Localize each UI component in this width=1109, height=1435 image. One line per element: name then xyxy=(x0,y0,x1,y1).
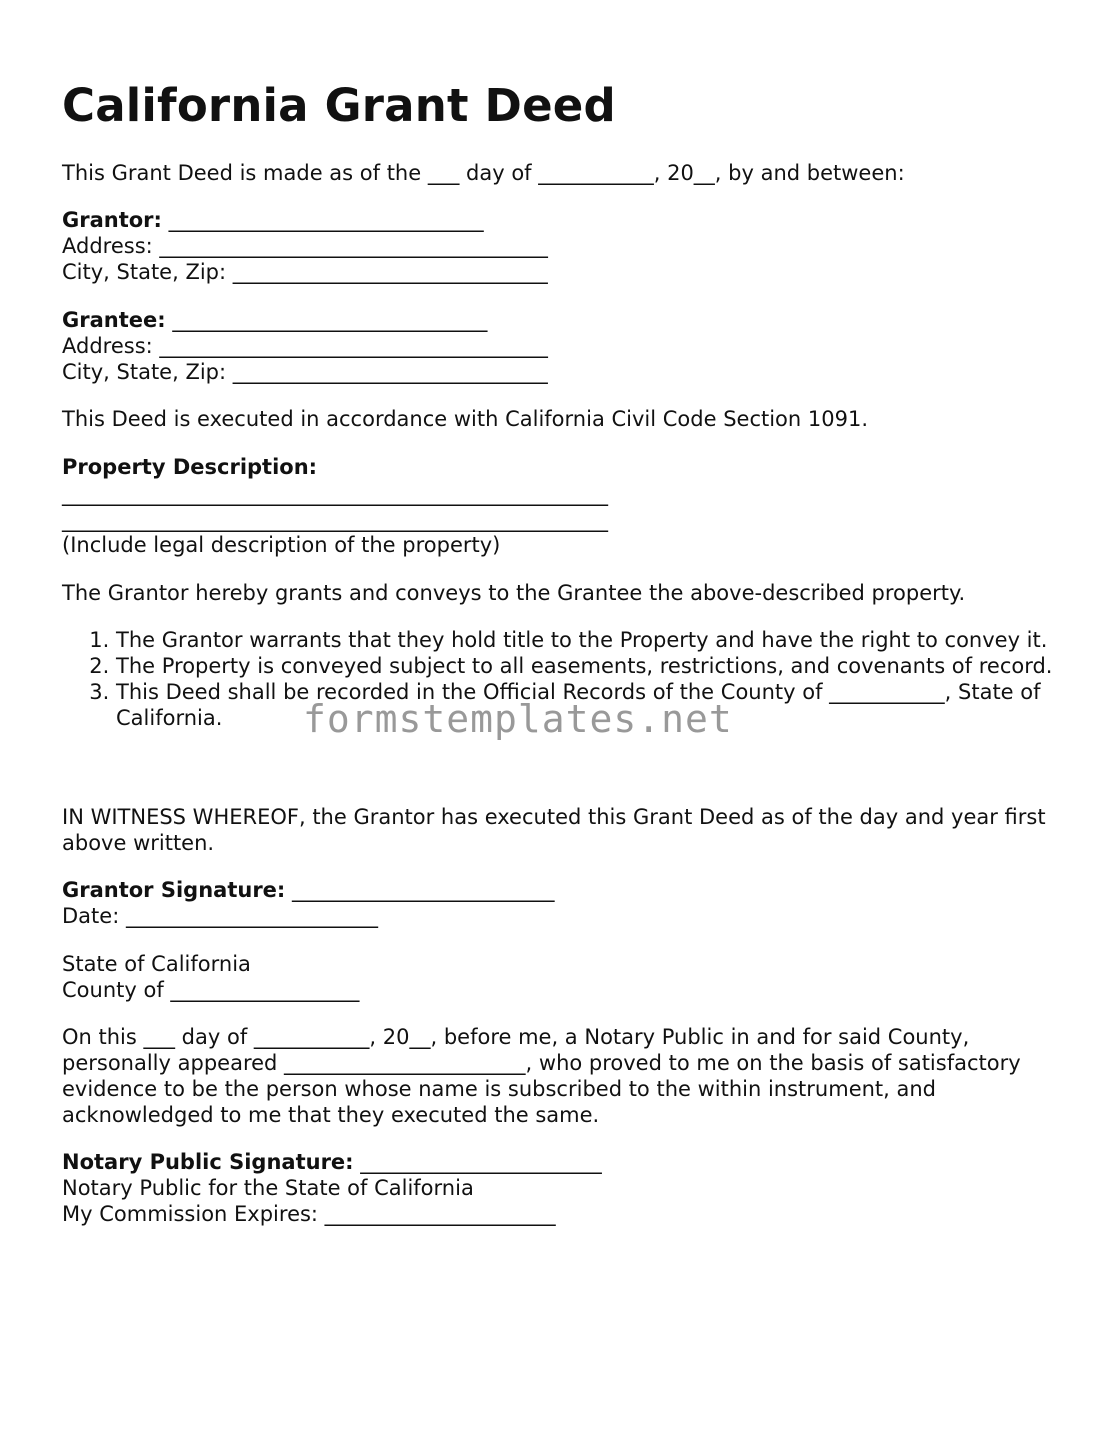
civil-code-statement: This Deed is executed in accordance with California Civil Code Section 1091. xyxy=(62,407,869,431)
venue-county-field[interactable]: County of __________________ xyxy=(62,978,360,1002)
witness-paragraph: IN WITNESS WHEREOF, the Grantor has executed this Grant Deed as of the day and year first above written. xyxy=(62,805,1046,855)
grantor-signature-field[interactable]: _________________________ xyxy=(285,878,555,902)
term-item: 1. The Grantor warrants that they hold title to the Property and have the right to convey it. xyxy=(116,627,1057,653)
notary-signature-field[interactable]: _______________________ xyxy=(353,1150,602,1174)
grantor-date-field[interactable]: Date: ________________________ xyxy=(62,904,378,928)
grantor-name-field[interactable]: ______________________________ xyxy=(161,208,484,232)
intro-paragraph: This Grant Deed is made as of the ___ day of ___________, 20__, by and between: xyxy=(62,161,905,185)
document-title: California Grant Deed xyxy=(62,79,616,132)
property-note: (Include legal description of the property) xyxy=(62,533,501,557)
notary-signature-line xyxy=(62,1149,602,1175)
term-item: 2. The Property is conveyed subject to all easements, restrictions, and covenants of record. xyxy=(116,653,1057,679)
notary-signature-label: Notary Public Signature: xyxy=(62,1150,354,1174)
grantor-signature-line xyxy=(62,877,555,903)
commission-expires-field[interactable]: My Commission Expires: ______________________ xyxy=(62,1202,556,1226)
grantee-city-field[interactable]: City, State, Zip: ______________________________ xyxy=(62,360,548,384)
grantee-address-field[interactable]: Address: _____________________________________ xyxy=(62,334,548,358)
grantor-city-field[interactable]: City, State, Zip: ______________________________ xyxy=(62,260,548,284)
grantor-address-field[interactable]: Address: _____________________________________ xyxy=(62,234,548,258)
grantee-label: Grantee: xyxy=(62,308,166,332)
property-label: Property Description: xyxy=(62,455,318,479)
acknowledgment-paragraph: On this ___ day of ___________, 20__, before me, a Notary Public in and for said County, personally appeared _______________________, who proved to me on the basis of satisfactory evidence to be the person whose name is subscribed to the within instrument, and acknowledged to me that they executed the same. xyxy=(62,1025,1021,1127)
grantee-name-field[interactable]: ______________________________ xyxy=(165,308,488,332)
notary-title: Notary Public for the State of California xyxy=(62,1176,474,1200)
grantor-signature-label: Grantor Signature: xyxy=(62,878,286,902)
watermark: formstemplates.net xyxy=(303,697,733,741)
property-line-2[interactable]: ____________________________________________________ xyxy=(62,508,608,532)
grantor-label: Grantor: xyxy=(62,208,162,232)
grantor-name-line xyxy=(62,207,484,233)
term-item: 3. This Deed shall be recorded in the Official Records of the County of ___________, State of California. xyxy=(116,679,1057,731)
grantee-name-line xyxy=(62,307,487,333)
venue-state: State of California xyxy=(62,952,251,976)
property-line-1[interactable]: ____________________________________________________ xyxy=(62,482,608,506)
grant-statement: The Grantor hereby grants and conveys to the Grantee the above-described property. xyxy=(62,581,966,605)
